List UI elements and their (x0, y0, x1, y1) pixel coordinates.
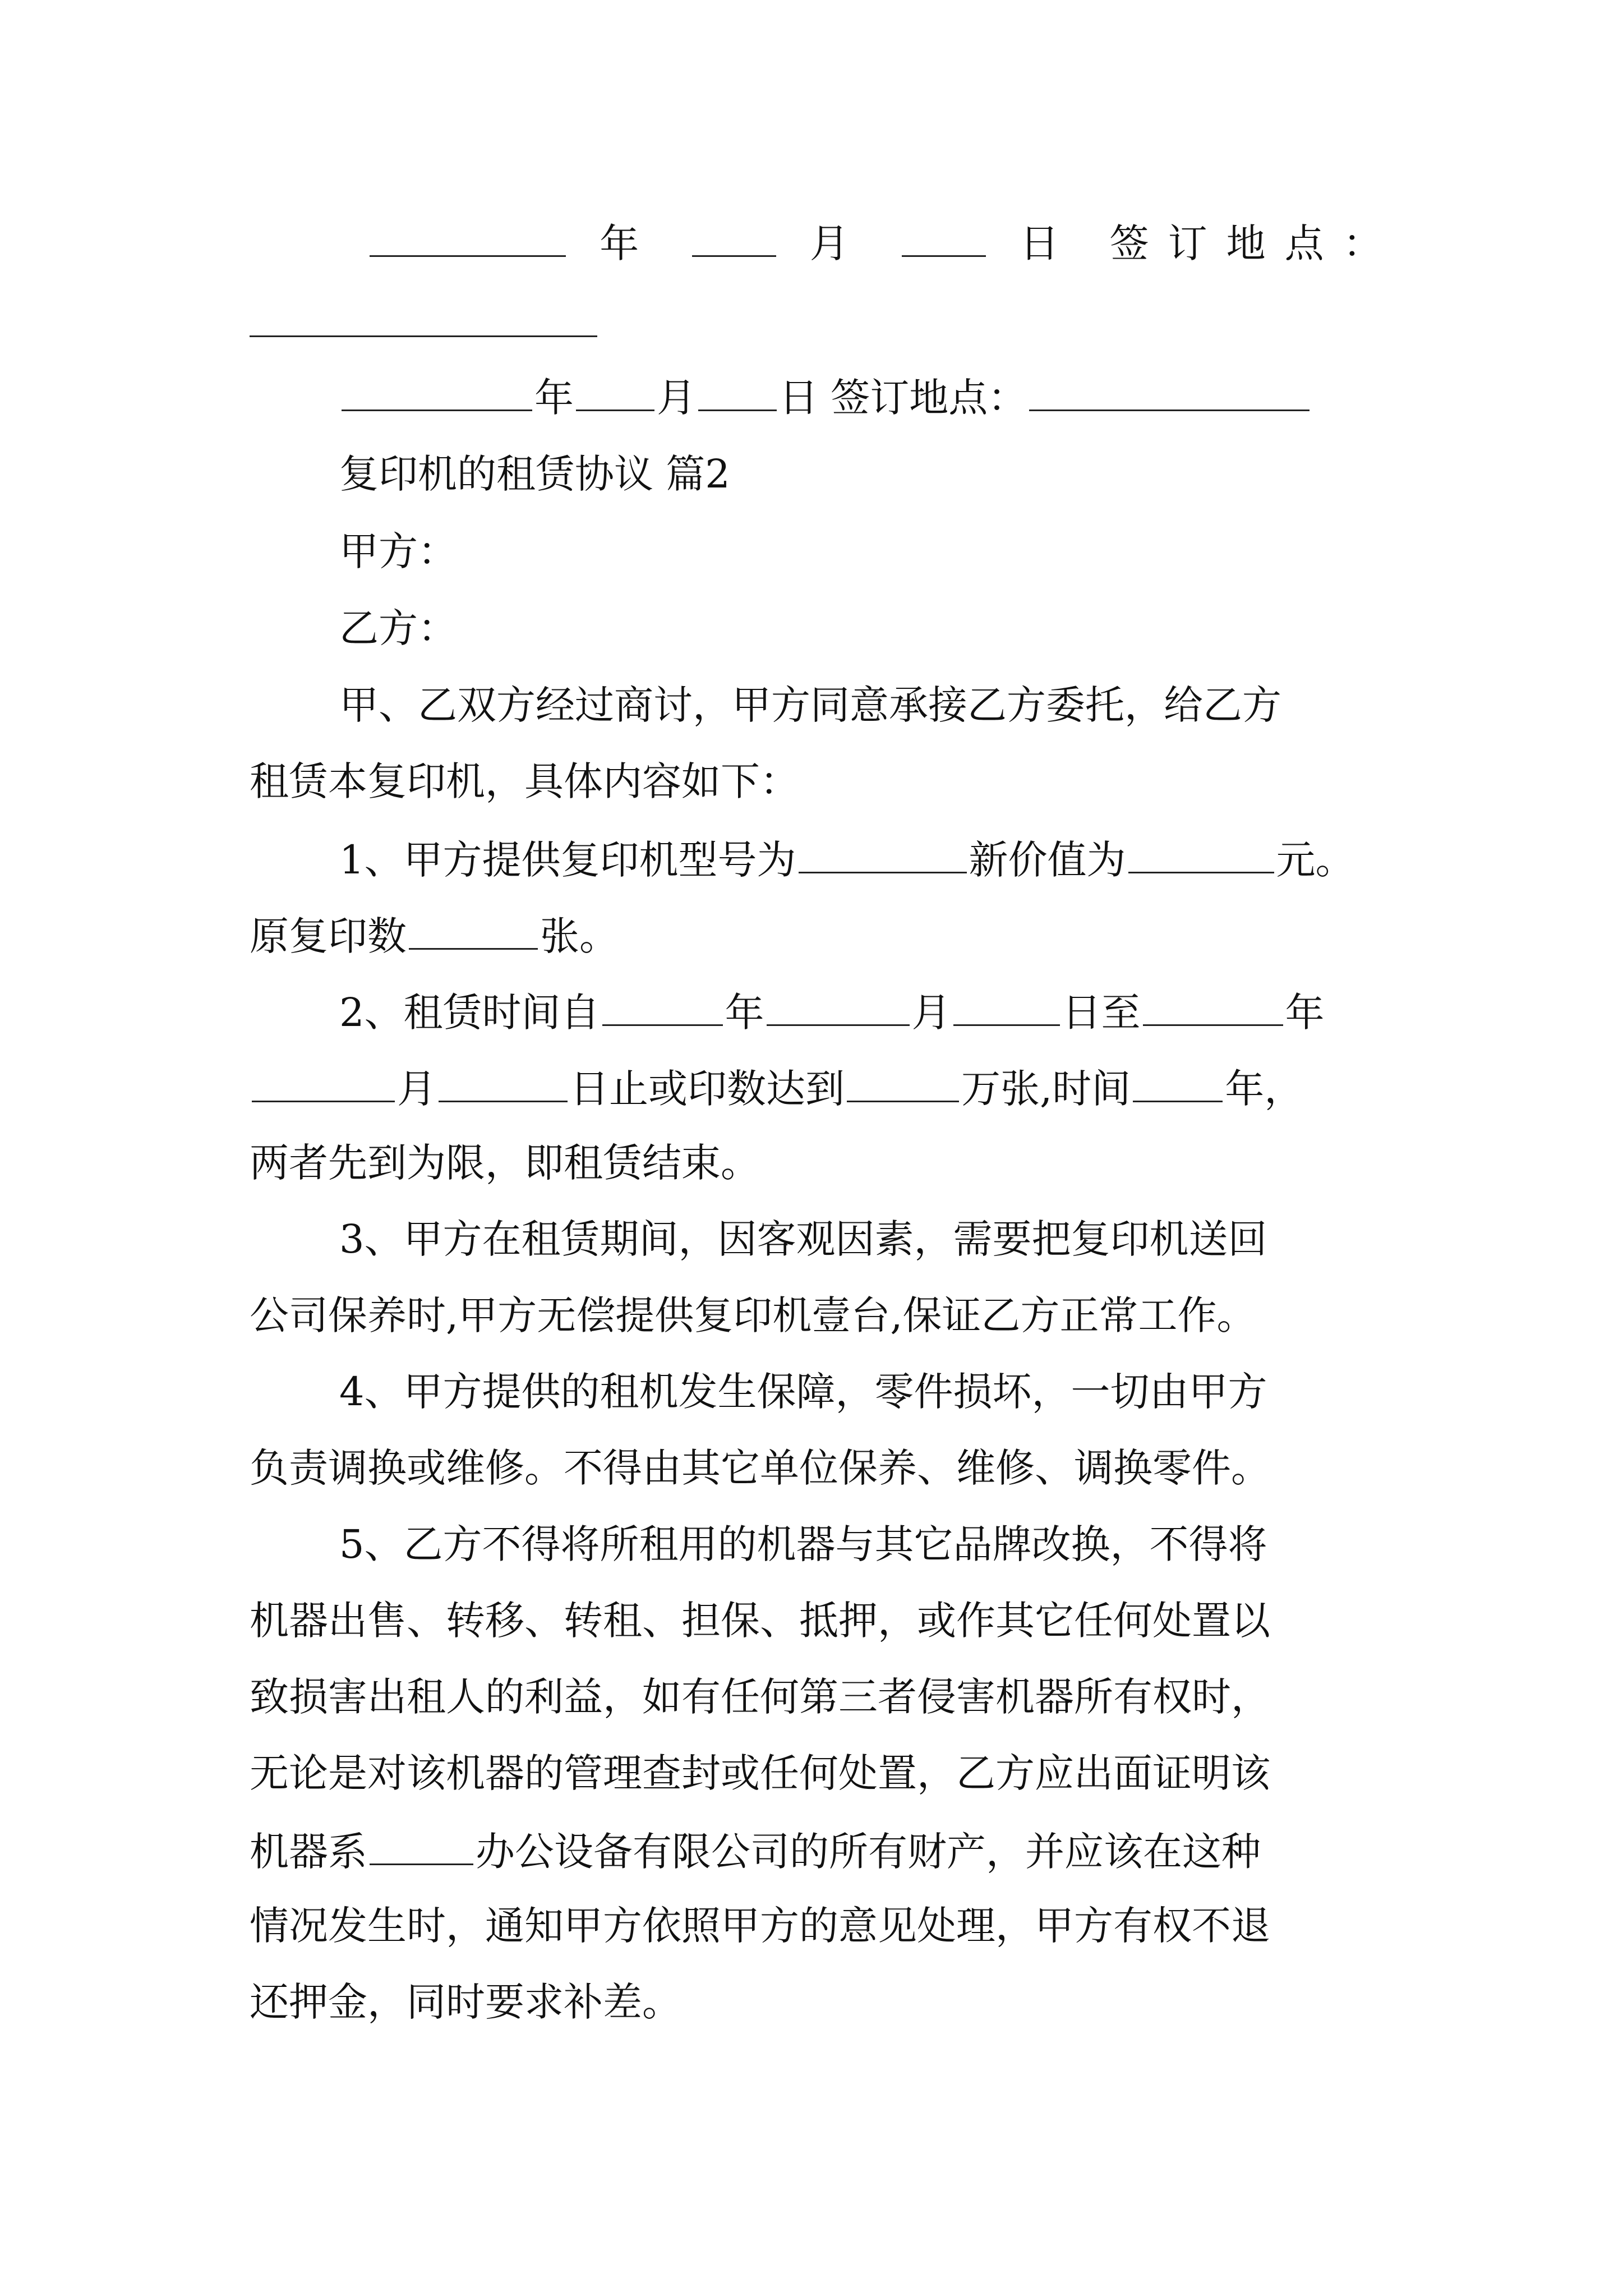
month-label: 月 (657, 375, 696, 421)
year-label: 年 (600, 220, 658, 266)
intro-line-2: 租赁本复印机，具体内容如下： (250, 758, 799, 804)
clause-2-line-3: 两者先到为限，即租赁结束。 (250, 1140, 760, 1186)
start-month-blank (767, 991, 910, 1026)
clause-1-line-1: 1、甲方提供复印机型号为 新价值为 元。 (339, 837, 1355, 883)
heading: 复印机的租赁协议 篇2 (339, 451, 730, 497)
clause-4-line-2: 负责调换或维修。不得由其它单位保养、维修、调换零件。 (250, 1445, 1270, 1491)
duration-blank (1133, 1067, 1223, 1102)
clause-2-line-2: 月 日止或印数达到 万张,时间 年， (250, 1067, 1399, 1108)
party-b: 乙方： (339, 605, 457, 651)
clause-5-line-5: 机器系 办公设备有限公司的所有财产，并应该在这种 (250, 1829, 1261, 1875)
end-year-blank (1143, 991, 1283, 1026)
place-blank (250, 335, 597, 337)
month-label: 月 (809, 220, 868, 266)
place-label: 签订地点： (1109, 220, 1401, 266)
intro-line-1: 甲、乙双方经过商讨，甲方同意承接乙方委托，给乙方 (339, 682, 1281, 728)
clause-3-line-1: 3、甲方在租赁期间，因客观因素，需要把复印机送回 (339, 1216, 1267, 1262)
price-blank (1128, 838, 1274, 873)
count-blank (409, 914, 538, 950)
place-blank (1029, 376, 1310, 411)
end-day-blank (439, 1067, 568, 1102)
clause-5-line-7: 还押金，同时要求补差。 (250, 1979, 681, 2025)
day-blank (902, 222, 986, 257)
clause-3-line-2: 公司保养时,甲方无偿提供复印机壹台,保证乙方正常工作。 (250, 1292, 1256, 1338)
year-label: 年 (534, 375, 574, 421)
month-blank (692, 222, 776, 257)
date-place-line-1 (367, 220, 1517, 266)
day-blank (698, 376, 777, 411)
month-blank (576, 376, 654, 411)
year-blank (370, 222, 566, 257)
company-blank (370, 1830, 473, 1865)
start-day-blank (953, 991, 1060, 1026)
clause-1-line-2: 原复印数 张。 (250, 913, 619, 959)
year-blank (342, 376, 532, 411)
clause-5-line-3: 致损害出租人的利益，如有任何第三者侵害机器所有权时， (250, 1674, 1270, 1720)
clause-5-line-4: 无论是对该机器的管理查封或任何处置，乙方应出面证明该 (250, 1750, 1270, 1796)
place-label: 签订地点： (831, 375, 1027, 421)
clause-5-line-6: 情况发生时，通知甲方依照甲方的意见处理，甲方有权不退 (250, 1903, 1270, 1949)
clause-5-line-2: 机器出售、转移、转租、担保、抵押，或作其它任何处置以 (250, 1598, 1270, 1644)
end-month-blank (252, 1067, 395, 1102)
clause-2-line-1: 2、租赁时间自 年 月 日至 年 (339, 990, 1325, 1036)
clause-5-line-1: 5、乙方不得将所租用的机器与其它品牌改换，不得将 (339, 1521, 1267, 1567)
model-blank (799, 838, 967, 873)
clause-4-line-1: 4、甲方提供的租机发生保障，零件损坏，一切由甲方 (339, 1369, 1267, 1415)
day-label: 日 (779, 375, 818, 421)
party-a: 甲方： (339, 528, 457, 574)
date-place-line-2 (339, 375, 1489, 421)
day-label: 日 (1020, 220, 1078, 266)
prints-blank (847, 1067, 959, 1102)
start-year-blank (602, 991, 723, 1026)
